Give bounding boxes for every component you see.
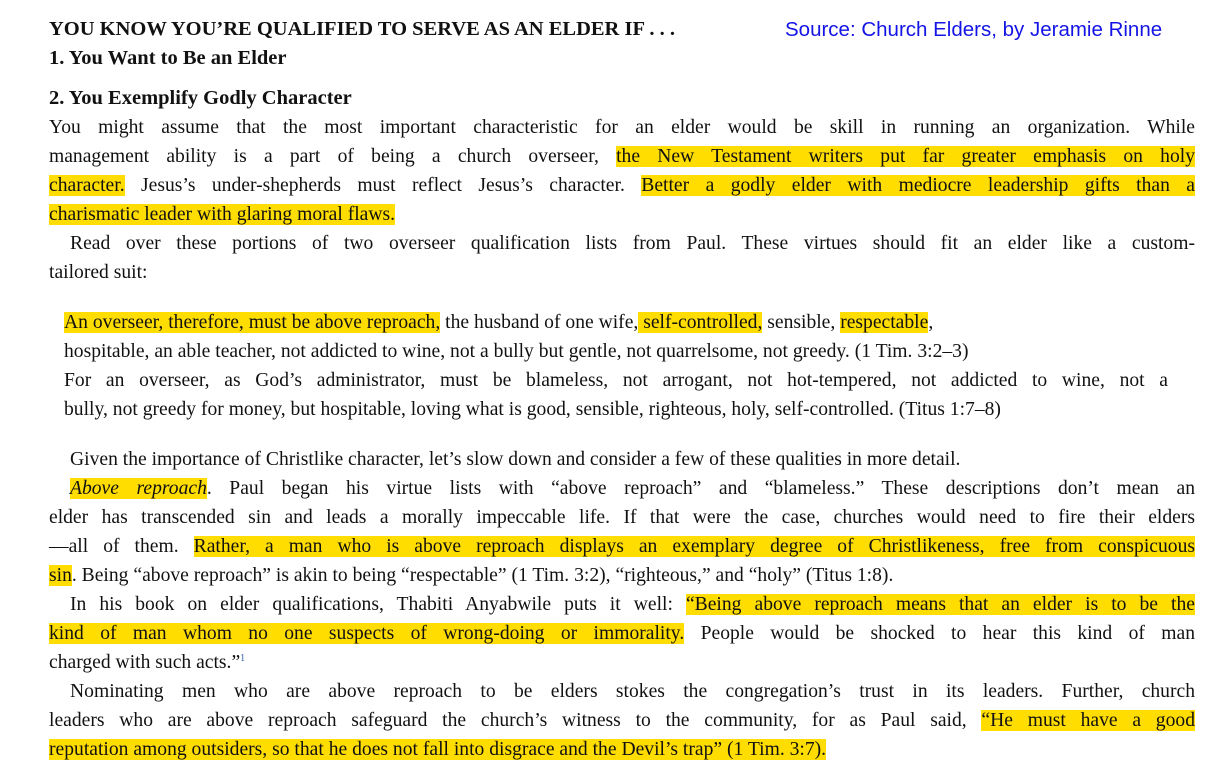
block-quote-line: hospitable, an able teacher, not addicted to wine, not a bully but gentle, not quarrelsome, not greedy. (1 Tim. 3:2–3) (64, 341, 969, 362)
paragraph-line (49, 142, 1195, 171)
text-span: management ability is a part of being a church overseer, (49, 146, 617, 167)
paragraph-line: elder has transcended sin and leads a morally impeccable life. If that were the case, churches would need to fire their elders (49, 507, 1195, 528)
text-span: —all of them. (49, 536, 194, 557)
text-span: In his book on elder qualifications, Thabiti Anyabwile puts it well: (70, 594, 686, 615)
paragraph-line (49, 532, 1195, 561)
highlighted-text: charismatic leader with glaring moral flaws. (49, 204, 396, 225)
highlighted-text: Above reproach (70, 478, 207, 499)
text-span: People would be shocked to hear this kind of man (684, 623, 1195, 644)
footnote-marker[interactable]: 1 (240, 653, 246, 664)
highlighted-text: self-controlled, (638, 312, 763, 333)
text-span: . Paul began his virtue lists with “above reproach” and “blameless.” These descriptions don’t mean an (206, 478, 1195, 499)
text-span: Jesus’s under-shepherds must reflect Jesus’s character. (124, 175, 642, 196)
paragraph-line (49, 648, 245, 677)
paragraph-line: Given the importance of Christlike character, let’s slow down and consider a few of these qualities in more detail. (70, 449, 961, 470)
highlighted-text: “Being above reproach means that an elder is to be the (685, 594, 1195, 615)
paragraph-line (49, 171, 1195, 200)
text-span: the husband of one wife, (440, 312, 639, 333)
highlighted-text: character. (49, 175, 125, 196)
point-2-heading: 2. You Exemplify Godly Character (49, 87, 352, 109)
text-span: charged with such acts.” (49, 652, 241, 673)
paragraph-line (49, 561, 893, 590)
highlighted-text: “He must have a good (981, 710, 1195, 731)
block-quote-line: For an overseer, as God’s administrator, must be blameless, not arrogant, not hot-tempered, not addicted to wine, not a (64, 370, 1168, 391)
highlighted-text: Rather, a man who is above reproach displays an exemplary degree of Christlikeness, free from conspicuous (193, 536, 1195, 557)
highlighted-text: respectable (840, 312, 929, 333)
highlighted-text: An overseer, therefore, must be above reproach, (64, 312, 441, 333)
text-span: sensible, (762, 312, 841, 333)
highlighted-text: Better a godly elder with mediocre leadership gifts than a (641, 175, 1195, 196)
paragraph-line (49, 735, 826, 764)
paragraph-line: Read over these portions of two overseer qualification lists from Paul. These virtues should fit an elder like a custom- (70, 233, 1195, 254)
block-quote-line: bully, not greedy for money, but hospitable, loving what is good, sensible, righteous, holy, self-controlled. (Titus 1:7–8) (64, 399, 1001, 420)
source-citation: Source: Church Elders, by Jeramie Rinne (785, 18, 1163, 41)
text-span: , (928, 312, 934, 333)
text-span: . Being “above reproach” is akin to being “respectable” (1 Tim. 3:2), “righteous,” and “holy” (Titus 1:8). (71, 565, 894, 586)
block-quote-line (64, 308, 933, 337)
point-1-heading: 1. You Want to Be an Elder (49, 47, 287, 69)
paragraph-line (70, 590, 1195, 619)
paragraph-line: tailored suit: (49, 262, 148, 283)
highlighted-text: sin (49, 565, 72, 586)
highlighted-text: the New Testament writers put far greater emphasis on holy (616, 146, 1195, 167)
document-title: YOU KNOW YOU’RE QUALIFIED TO SERVE AS AN ELDER IF . . . (49, 18, 675, 40)
paragraph-line (49, 706, 1195, 735)
highlighted-text: kind of man whom no one suspects of wrong-doing or immorality. (49, 623, 685, 644)
paragraph-line (49, 619, 1195, 648)
highlighted-text: reputation among outsiders, so that he does not fall into disgrace and the Devil’s trap” (1 Tim. 3:7). (49, 739, 827, 760)
paragraph-line (70, 474, 1195, 503)
paragraph-line: Nominating men who are above reproach to be elders stokes the congregation’s trust in its leaders. Further, church (70, 681, 1195, 702)
paragraph-line (49, 200, 395, 229)
paragraph-line: You might assume that the most important characteristic for an elder would be skill in running an organization. While (49, 117, 1195, 138)
text-span: leaders who are above reproach safeguard the church’s witness to the community, for as Paul said, (49, 710, 982, 731)
